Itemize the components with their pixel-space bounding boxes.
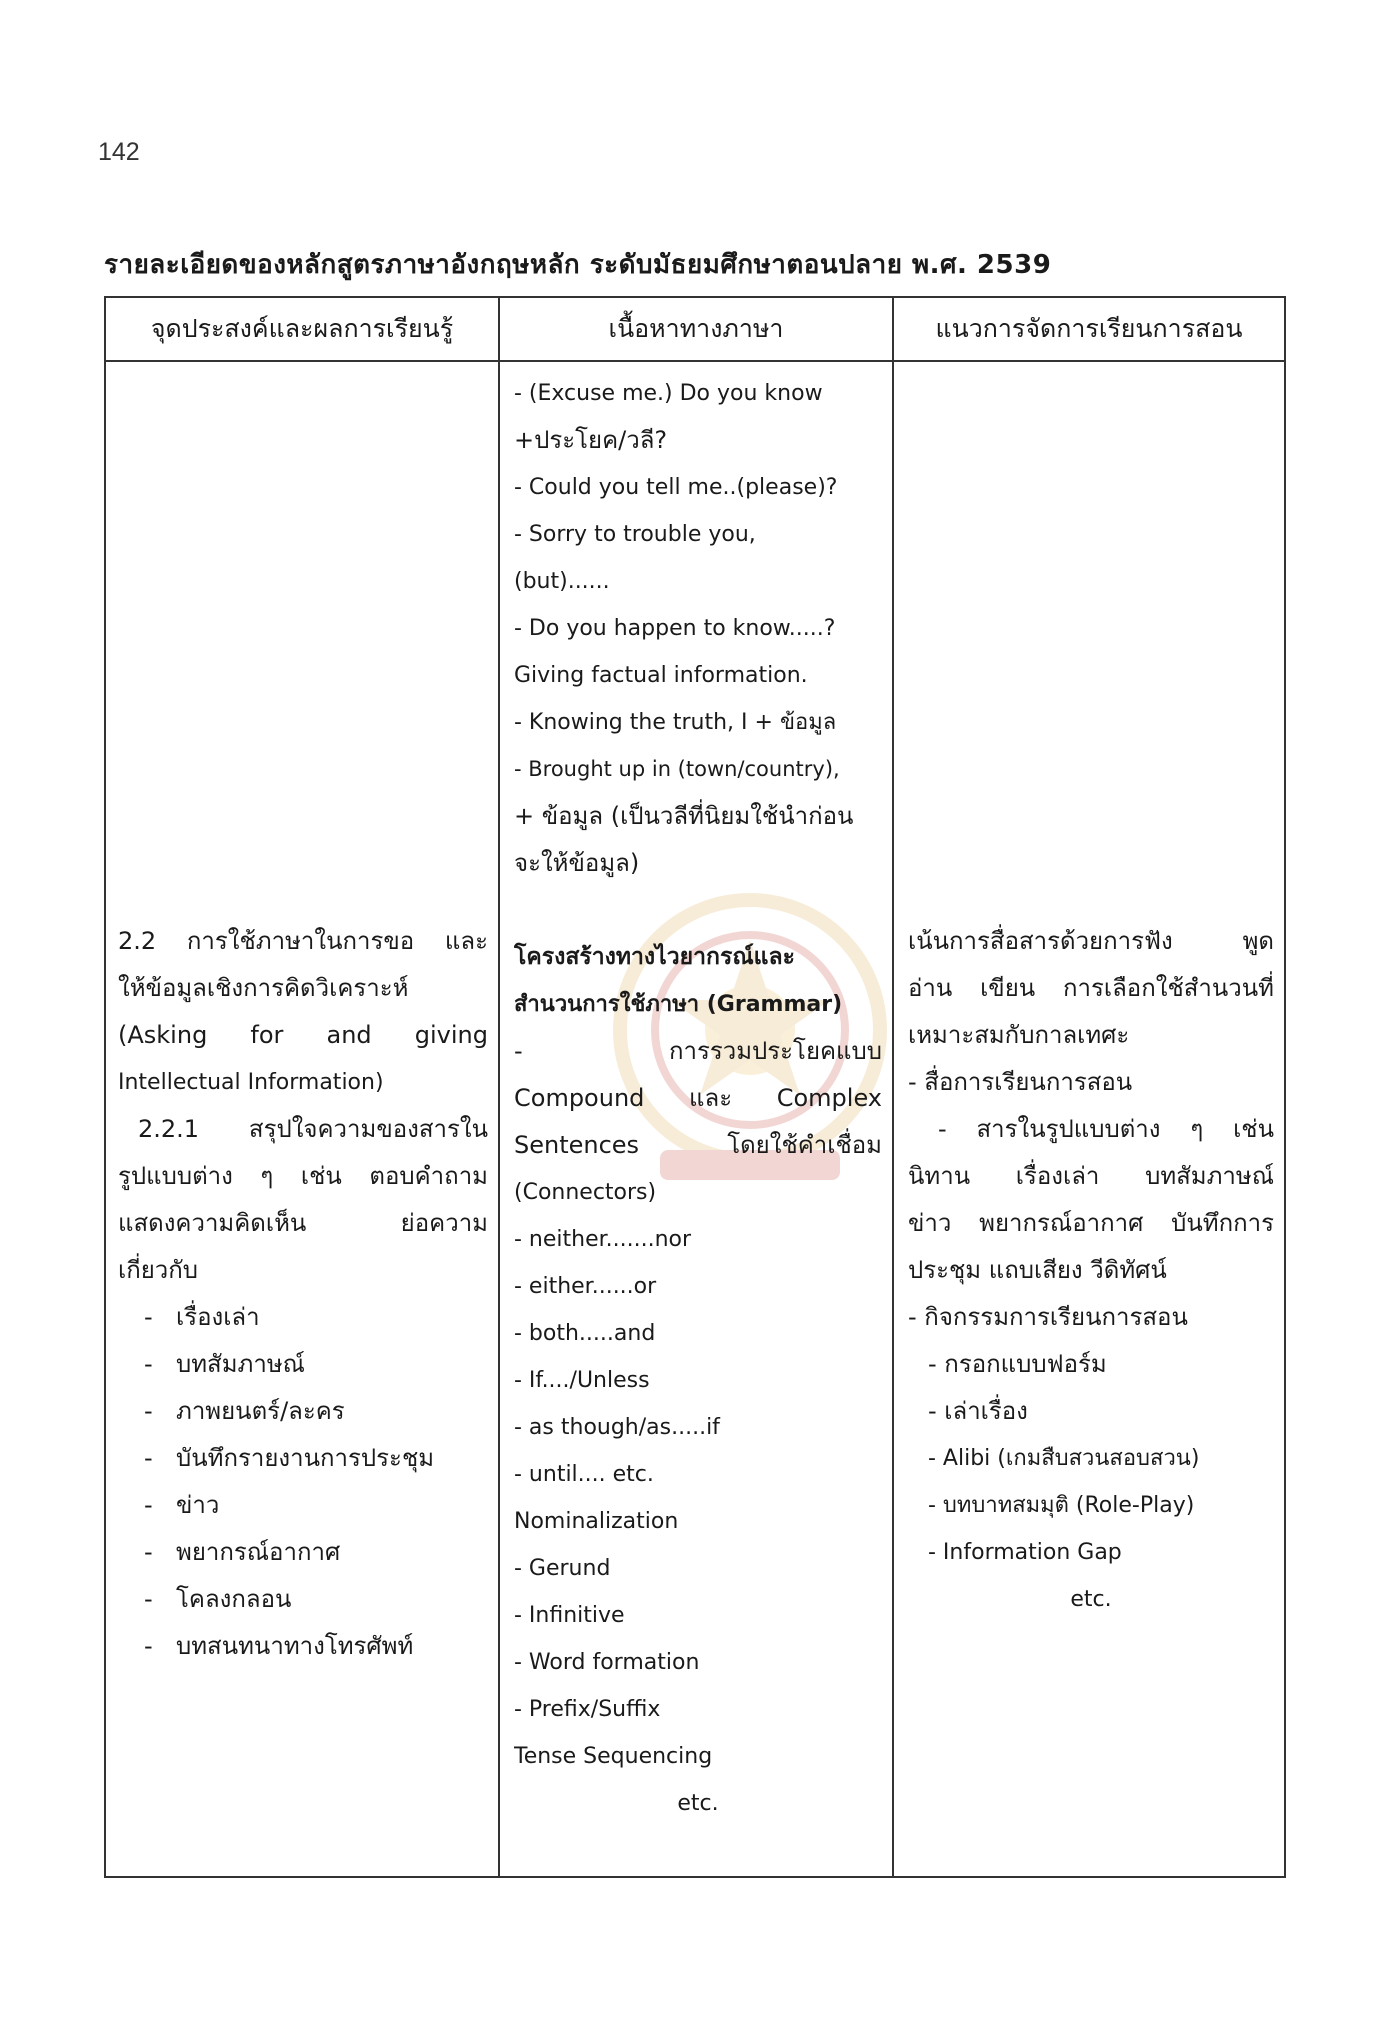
guideline-line: - กรอกแบบฟอร์ม (928, 1350, 1107, 1378)
guideline-line: นิทาน เรื่องเล่า บทสัมภาษณ์ (908, 1162, 1274, 1190)
content-line: - both.....and (514, 1321, 656, 1346)
guideline-line: ประชุม แถบเสียง วีดิทัศน์ (908, 1256, 1167, 1284)
content-line: - (Excuse me.) Do you know (514, 381, 823, 406)
content-line: (but)...... (514, 569, 610, 594)
guideline-line: ข่าว พยากรณ์อากาศ บันทึกการ (908, 1209, 1274, 1237)
objective-line: รูปแบบต่าง ๆ เช่น ตอบคำถาม (118, 1162, 488, 1190)
objective-line: 2.2.1 สรุปใจความของสารใน (138, 1115, 488, 1143)
content-line: etc. (677, 1791, 719, 1816)
guideline-line: - เล่าเรื่อง (928, 1397, 1028, 1425)
list-item: - บันทึกรายงานการประชุม (144, 1444, 435, 1472)
objective-line: Intellectual Information) (118, 1070, 384, 1095)
content-line: - Could you tell me..(please)? (514, 475, 838, 500)
content-line: - Gerund (514, 1556, 611, 1581)
content-line: Giving factual information. (514, 663, 808, 688)
content-line: - as though/as.....if (514, 1415, 720, 1440)
objective-line: (Asking for and giving (118, 1021, 488, 1049)
guideline-line: เน้นการสื่อสารด้วยการฟัง พูด (908, 927, 1274, 955)
list-item: - บทสัมภาษณ์ (144, 1350, 305, 1378)
guideline-line: เหมาะสมกับกาลเทศะ (908, 1021, 1130, 1049)
guideline-line: - กิจกรรมการเรียนการสอน (908, 1303, 1188, 1331)
objective-line: เกี่ยวกับ (118, 1256, 199, 1284)
list-item: - โคลงกลอน (144, 1585, 292, 1613)
content-line: - Word formation (514, 1650, 700, 1675)
list-item: - ข่าว (144, 1491, 220, 1519)
objective-line: ให้ข้อมูลเชิงการคิดวิเคราะห์ (118, 974, 409, 1002)
guideline-line: - Information Gap (928, 1540, 1122, 1565)
content-line: - Brought up in (town/country), (514, 757, 840, 781)
teaching-guidelines-cell (893, 361, 1285, 1877)
content-line: Nominalization (514, 1509, 679, 1534)
grammar-heading: สำนวนการใช้ภาษา (Grammar) (514, 992, 843, 1017)
content-line: - Prefix/Suffix (514, 1697, 661, 1722)
header-teaching-guidelines: แนวการจัดการเรียนการสอน (893, 297, 1285, 361)
guideline-line: - สื่อการเรียนการสอน (908, 1068, 1133, 1096)
content-line: Tense Sequencing (514, 1744, 713, 1769)
header-objectives: จุดประสงค์และผลการเรียนรู้ (105, 297, 499, 361)
content-line: - neither.......nor (514, 1227, 692, 1252)
content-line: - Sorry to trouble you, (514, 522, 756, 547)
header-language-content: เนื้อหาทางภาษา (499, 297, 893, 361)
list-item: - ภาพยนตร์/ละคร (144, 1397, 345, 1425)
content-line: (Connectors) (514, 1180, 657, 1205)
content-line: - either......or (514, 1274, 657, 1299)
content-line: - until.... etc. (514, 1462, 654, 1487)
content-line: - If..../Unless (514, 1368, 650, 1393)
content-line: Compound และ Complex (514, 1084, 882, 1112)
content-line: +ประโยค/วลี? (514, 426, 668, 454)
guideline-line: อ่าน เขียน การเลือกใช้สำนวนที่ (908, 974, 1274, 1002)
list-item: - เรื่องเล่า (144, 1303, 260, 1331)
guideline-line: - Alibi (เกมสืบสวนสอบสวน) (928, 1446, 1200, 1471)
language-content-cell (499, 361, 893, 1877)
content-line: - Knowing the truth, I + ข้อมูล (514, 710, 837, 735)
guideline-line: - สารในรูปแบบต่าง ๆ เช่น (938, 1115, 1274, 1143)
content-line: จะให้ข้อมูล) (514, 849, 640, 877)
objective-line: แสดงความคิดเห็น ย่อความ (118, 1209, 488, 1237)
grammar-heading: โครงสร้างทางไวยากรณ์และ (514, 944, 795, 970)
list-item: - บทสนทนาทางโทรศัพท์ (144, 1632, 414, 1660)
guideline-line: etc. (1070, 1587, 1112, 1612)
objective-line: 2.2 การใช้ภาษาในการขอ และ (118, 927, 488, 955)
guideline-line: - บทบาทสมมุติ (Role-Play) (928, 1493, 1195, 1518)
curriculum-table (104, 296, 1286, 1878)
objectives-cell (105, 361, 499, 1877)
content-line: Sentences โดยใช้คำเชื่อม (514, 1131, 882, 1159)
content-line: + ข้อมูล (เป็นวลีที่นิยมใช้นำก่อน (514, 802, 854, 830)
list-item: - พยากรณ์อากาศ (144, 1538, 341, 1566)
content-line: - Infinitive (514, 1603, 625, 1628)
document-title: รายละเอียดของหลักสูตรภาษาอังกฤษหลัก ระดับมัธยมศึกษาตอนปลาย พ.ศ. 2539 (104, 250, 1052, 280)
content-line: - การรวมประโยคแบบ (514, 1037, 882, 1065)
page-number: 142 (98, 138, 140, 166)
content-line: - Do you happen to know.....? (514, 616, 836, 641)
